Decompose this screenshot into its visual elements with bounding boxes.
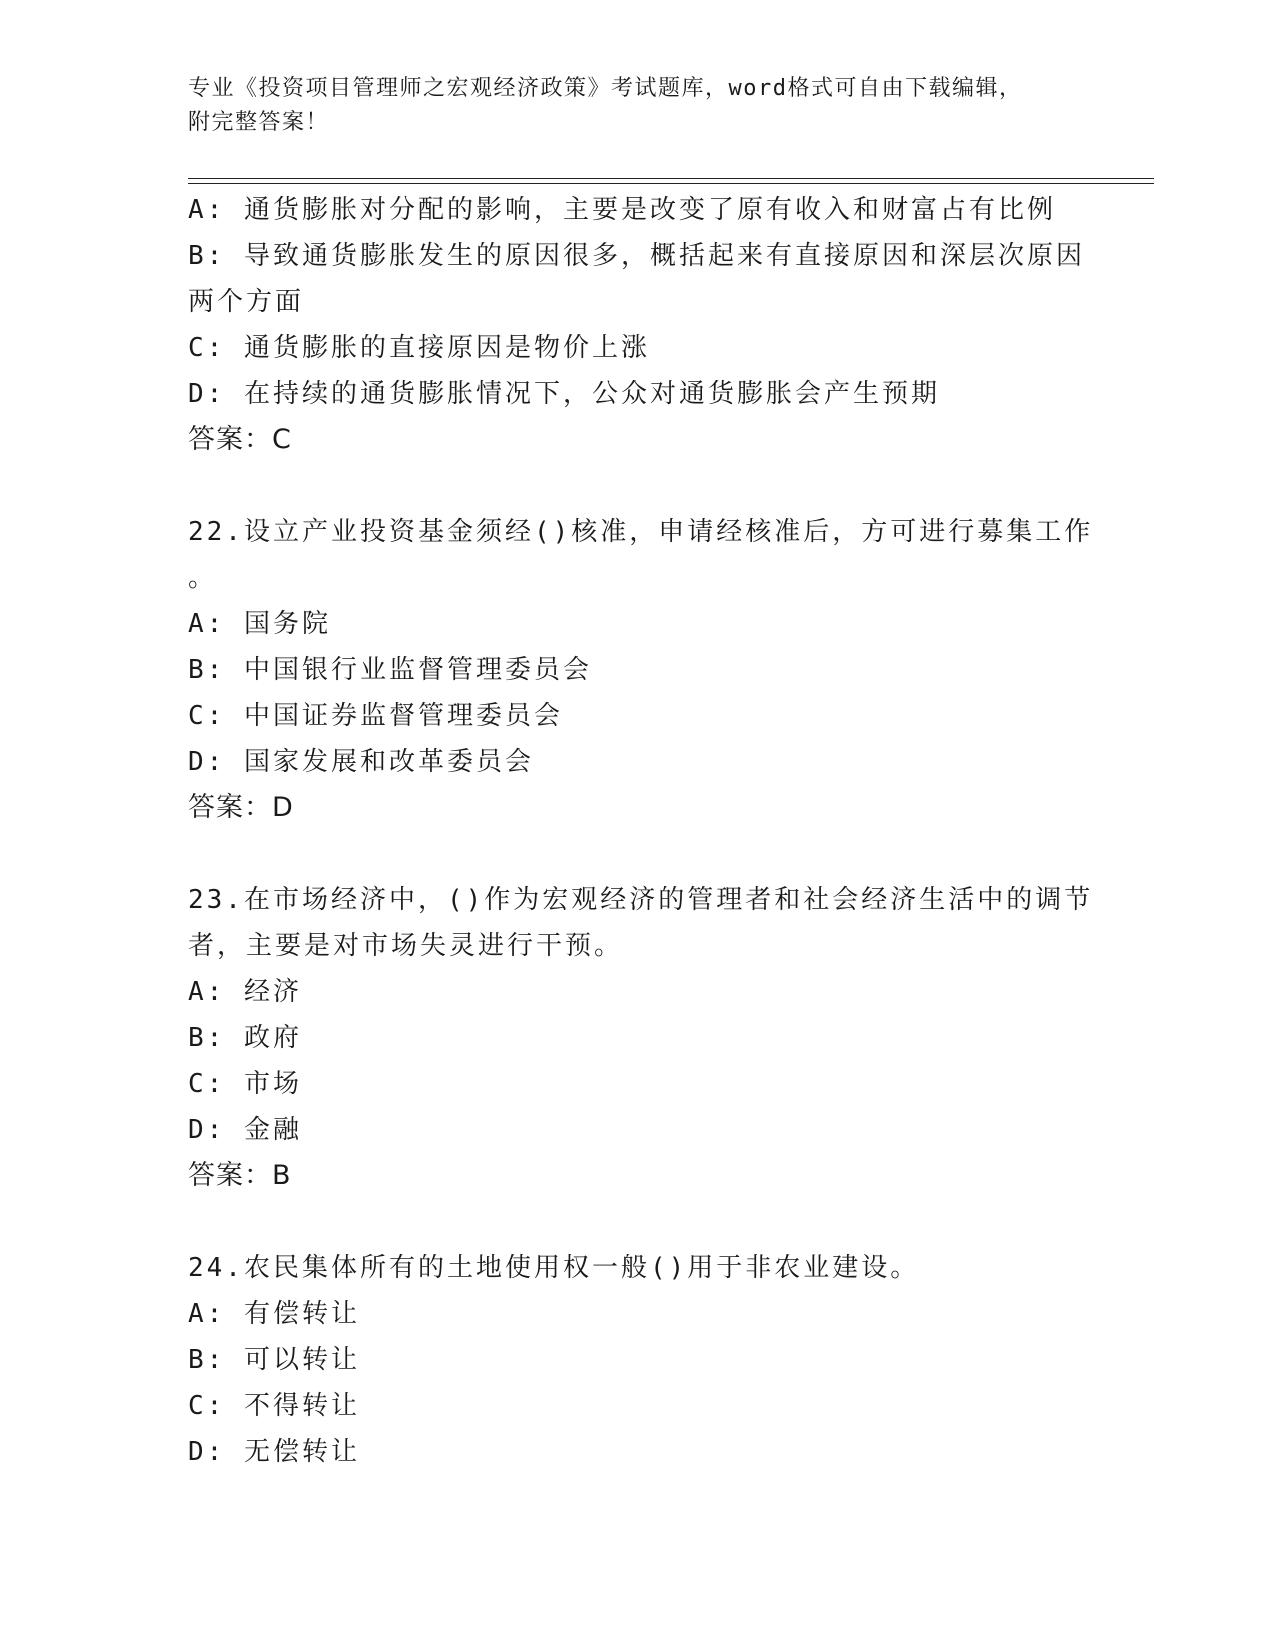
- question-24: [188, 1245, 1088, 1475]
- option-c: C: 中国证券监督管理委员会: [188, 701, 563, 731]
- option-b: B: 政府: [188, 1023, 302, 1053]
- answer: 答案：B: [188, 1160, 292, 1191]
- option-c: C: 不得转让: [188, 1391, 360, 1421]
- option-b: B: 中国银行业监督管理委员会: [188, 655, 592, 685]
- question-21: [188, 187, 1088, 463]
- option-d: D: 无偿转让: [188, 1437, 360, 1467]
- header-line-2: 附完整答案！: [188, 110, 330, 135]
- option-a: A: 国务院: [188, 609, 331, 639]
- option-d: D: 国家发展和改革委员会: [188, 747, 534, 777]
- option-d: D: 在持续的通货膨胀情况下，公众对通货膨胀会产生预期: [188, 379, 940, 409]
- option-b-continued: 两个方面: [188, 287, 305, 317]
- header-divider-top: [188, 178, 1154, 179]
- question-23: [188, 877, 1094, 1199]
- option-b: B: 导致通货膨胀发生的原因很多，概括起来有直接原因和深层次原因: [188, 241, 1085, 271]
- option-a: A: 经济: [188, 977, 302, 1007]
- option-a: A: 通货膨胀对分配的影响，主要是改变了原有收入和财富占有比例: [188, 195, 1056, 225]
- question-stem: 24.农民集体所有的土地使用权一般()用于非农业建设。: [188, 1253, 920, 1283]
- answer: 答案：D: [188, 792, 294, 823]
- answer: 答案：C: [188, 424, 292, 455]
- header-divider-bottom: [188, 183, 1154, 184]
- question-stem-continued: 。: [188, 563, 218, 593]
- question-22: [188, 509, 1094, 831]
- document-header: [188, 72, 1068, 140]
- question-list: [188, 187, 1094, 1475]
- option-d: D: 金融: [188, 1115, 302, 1145]
- option-c: C: 通货膨胀的直接原因是物价上涨: [188, 333, 650, 363]
- question-stem: 22.设立产业投资基金须经()核准，申请经核准后，方可进行募集工作: [188, 517, 1094, 547]
- question-stem-continued: 者，主要是对市场失灵进行干预。: [188, 931, 624, 961]
- spacer: [188, 463, 1088, 509]
- option-b: B: 可以转让: [188, 1345, 360, 1375]
- option-c: C: 市场: [188, 1069, 302, 1099]
- spacer: [188, 1199, 1088, 1245]
- spacer: [188, 831, 1088, 877]
- header-line-1: 专业《投资项目管理师之宏观经济政策》考试题库，word格式可自由下载编辑，: [188, 76, 1023, 101]
- option-a: A: 有偿转让: [188, 1299, 360, 1329]
- question-stem: 23.在市场经济中，()作为宏观经济的管理者和社会经济生活中的调节: [188, 885, 1094, 915]
